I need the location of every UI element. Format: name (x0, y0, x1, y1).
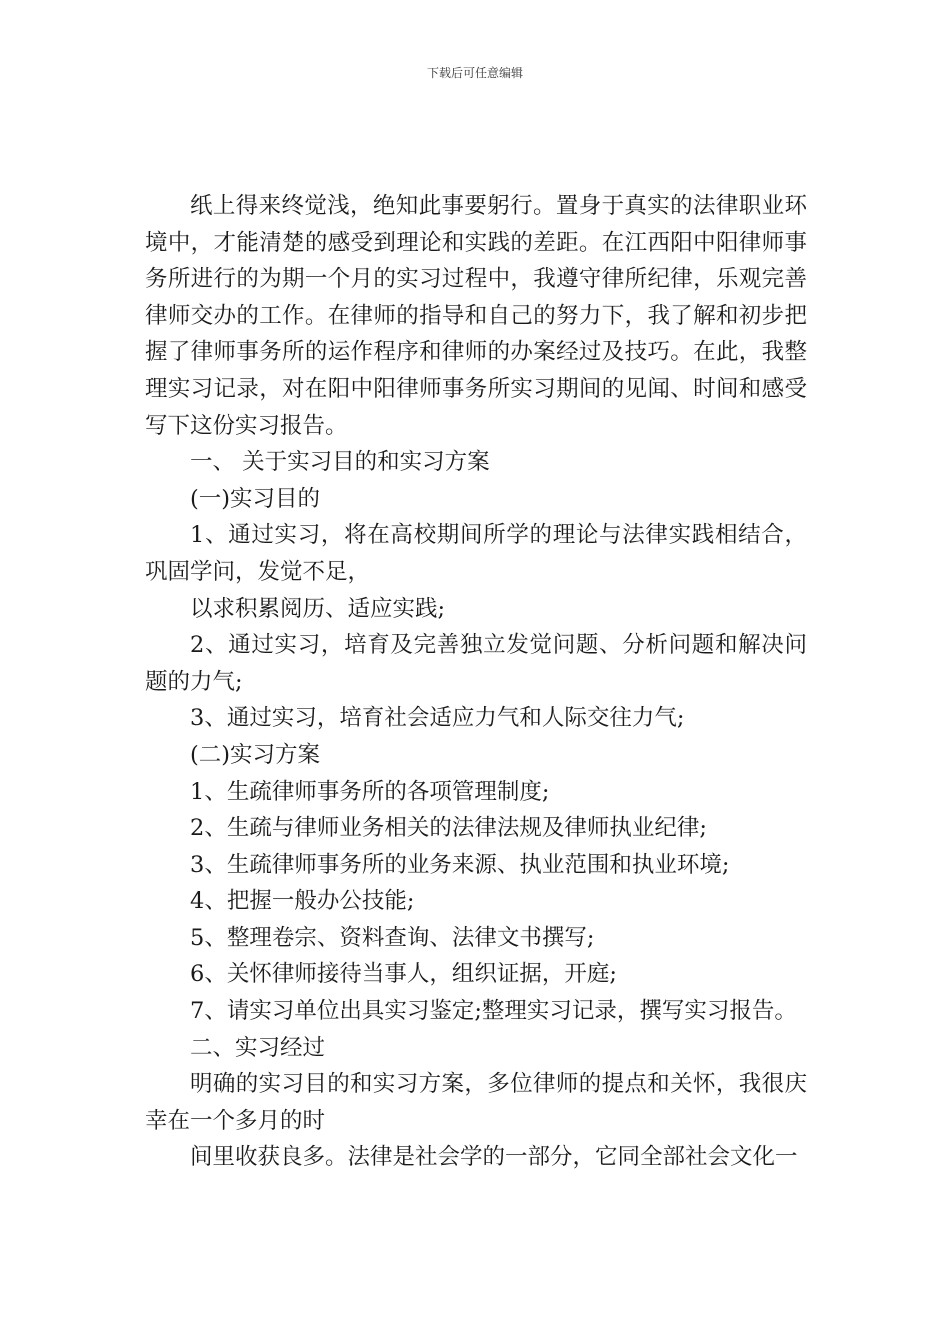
plan-item-7: 7、请实习单位出具实习鉴定;整理实习记录，撰写实习报告。 (190, 998, 797, 1025)
purpose-item-2: 2、通过实习，培育及完善独立发觉问题、分析问题和解决问题的力气; (145, 632, 807, 695)
document-body (145, 188, 807, 1176)
intro-paragraph: 纸上得来终觉浅，绝知此事要躬行。置身于真实的法律职业环境中，才能清楚的感受到理论和实践的差距。在江西阳中阳律师事务所进行的为期一个月的实习过程中，我遵守律所纪律，乐观完善律师交办的工作。在律师的指导和自己的努力下，我了解和初步把握了律师事务所的运作程序和律师的办案经过及技巧。在此，我整理实习记录，对在阳中阳律师事务所实习期间的见闻、时间和感受写下这份实习报告。 (145, 193, 807, 439)
page-header-note: 下载后可任意编辑 (426, 66, 523, 80)
process-paragraph: 明确的实习目的和实习方案，多位律师的提点和关怀，我很庆幸在一个多月的时 (145, 1071, 807, 1134)
subsection-heading-plan: (二)实习方案 (190, 741, 321, 768)
purpose-item-1: 1、通过实习，将在高校期间所学的理论与法律实践相结合，巩固学问，发觉不足， (145, 522, 807, 585)
process-paragraph-continued: 间里收获良多。法律是社会学的一部分，它同全部社会文化一 (190, 1144, 798, 1171)
plan-item-6: 6、关怀律师接待当事人，组织证据，开庭; (190, 961, 617, 988)
subsection-heading-purpose: (一)实习目的 (190, 485, 321, 512)
purpose-item-1-continued: 以求积累阅历、适应实践; (190, 595, 446, 622)
plan-item-5: 5、整理卷宗、资料查询、法律文书撰写; (190, 924, 595, 951)
plan-item-1: 1、生疏律师事务所的各项管理制度; (190, 778, 550, 805)
plan-item-3: 3、生疏律师事务所的业务来源、执业范围和执业环境; (190, 851, 730, 878)
section-heading-2: 二、实习经过 (190, 1034, 326, 1061)
plan-item-2: 2、生疏与律师业务相关的法律法规及律师执业纪律; (190, 815, 707, 842)
section-heading-1: 一、 关于实习目的和实习方案 (190, 449, 490, 476)
plan-item-4: 4、把握一般办公技能; (190, 888, 415, 915)
purpose-item-3: 3、通过实习，培育社会适应力气和人际交往力气; (190, 705, 685, 732)
